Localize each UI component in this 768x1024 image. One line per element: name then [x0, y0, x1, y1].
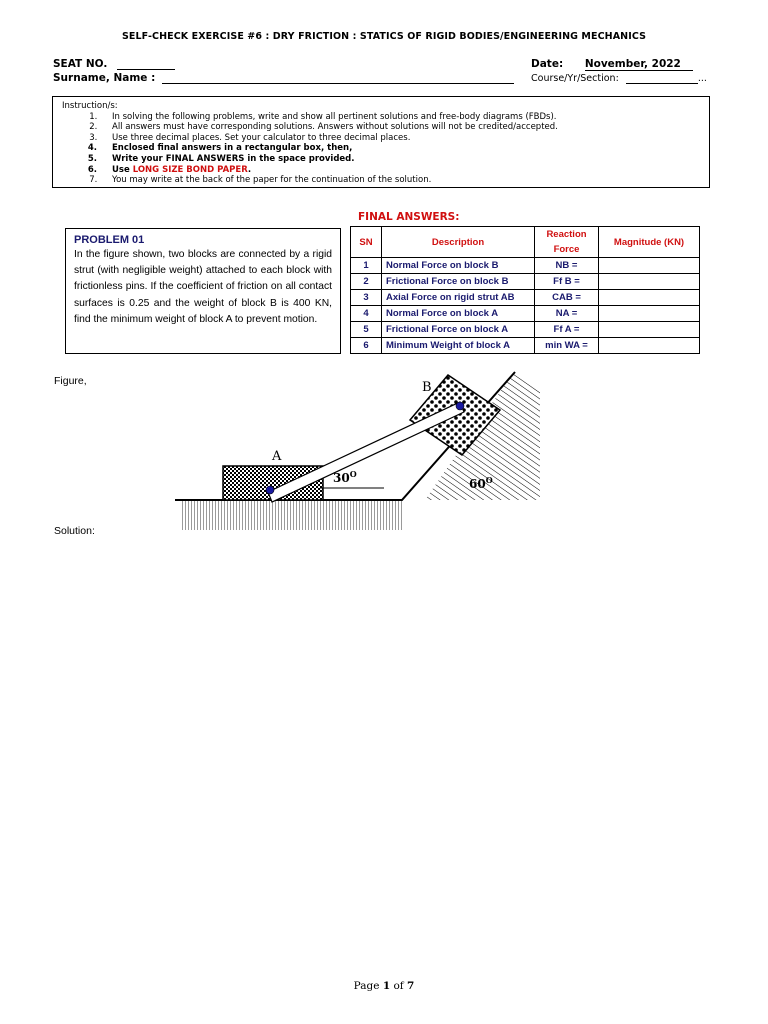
instruction-4: 4. Enclosed final answers in a rectangular box, then, [100, 143, 709, 154]
row-description: Normal Force on block A [382, 306, 535, 322]
name-field [53, 72, 514, 84]
row-description: Minimum Weight of block A [382, 338, 535, 354]
row-description: Axial Force on rigid strut AB [382, 290, 535, 306]
course-suffix: ... [697, 73, 707, 84]
row-force: CAB = [535, 290, 599, 306]
instruction-5: 5. Write your FINAL ANSWERS in the space provided. [100, 154, 709, 165]
seat-no-field [53, 58, 175, 70]
instructions-box [52, 96, 710, 188]
row-force: min WA = [535, 338, 599, 354]
row-sn: 2 [351, 274, 382, 290]
instruction-1: 1. In solving the following problems, write and show all pertinent solutions and free-body diagrams (FBDs). [100, 112, 709, 123]
date-value: November, 2022 [585, 58, 693, 71]
ground-hatch [180, 500, 402, 530]
name-line[interactable] [162, 83, 514, 84]
instruction-3: 3. Use three decimal places. Set your calculator to three decimal places. [100, 133, 709, 144]
header-reaction-force: Reaction Force [535, 227, 599, 258]
page-footer [0, 980, 768, 992]
surname-name-label: Surname, Name : [53, 72, 156, 84]
label-a: A [272, 449, 282, 464]
table-row [351, 338, 700, 354]
date-label: Date: [531, 58, 564, 70]
label-b: B [422, 380, 432, 395]
page-prefix: Page [353, 980, 383, 992]
final-answers-title: FINAL ANSWERS: [358, 211, 460, 223]
friction-figure [170, 360, 550, 540]
row-force: NB = [535, 258, 599, 274]
row-description: Frictional Force on block B [382, 274, 535, 290]
angle-30-label: $30^O$ [333, 469, 357, 485]
table-row [351, 306, 700, 322]
course-field [531, 73, 707, 84]
row-sn: 4 [351, 306, 382, 322]
pin-b-icon [456, 402, 464, 410]
bond-paper-highlight: LONG SIZE BOND PAPER [132, 164, 248, 175]
row-sn: 3 [351, 290, 382, 306]
row-force: NA = [535, 306, 599, 322]
row-description: Normal Force on block B [382, 258, 535, 274]
table-header-row [351, 227, 700, 258]
table-row [351, 258, 700, 274]
row-sn: 5 [351, 322, 382, 338]
seat-no-label: SEAT NO. [53, 58, 108, 70]
row-force: Ff A = [535, 322, 599, 338]
row-magnitude[interactable] [599, 258, 700, 274]
angle-60-label: $60^O$ [469, 475, 493, 491]
row-magnitude[interactable] [599, 290, 700, 306]
instruction-2: 2. All answers must have corresponding solutions. Answers without solutions will not be credited/accepted. [100, 122, 709, 133]
row-magnitude[interactable] [599, 338, 700, 354]
course-label: Course/Yr/Section: [531, 73, 619, 84]
page-title: SELF-CHECK EXERCISE #6 : DRY FRICTION : STATICS OF RIGID BODIES/ENGINEERING MECHANICS [121, 31, 647, 42]
final-answers-table [350, 226, 700, 354]
page-number: 1 [382, 980, 391, 992]
problem-box [65, 228, 341, 354]
page-of: of [390, 980, 408, 992]
figure-label: Figure, [54, 375, 87, 387]
instruction-7: 7. You may write at the back of the paper for the continuation of the solution. [100, 175, 709, 186]
seat-no-line[interactable] [117, 69, 175, 70]
row-description: Frictional Force on block A [382, 322, 535, 338]
header-description: Description [382, 227, 535, 258]
instructions-heading: Instruction/s: [62, 101, 118, 111]
solution-label: Solution: [54, 525, 95, 537]
header-magnitude: Magnitude (KN) [599, 227, 700, 258]
table-row [351, 322, 700, 338]
date-field [531, 58, 693, 70]
row-force: Ff B = [535, 274, 599, 290]
table-row [351, 290, 700, 306]
pin-a-icon [266, 486, 274, 494]
row-sn: 1 [351, 258, 382, 274]
row-magnitude[interactable] [599, 322, 700, 338]
row-sn: 6 [351, 338, 382, 354]
course-line[interactable] [626, 83, 698, 84]
instruction-6 [100, 165, 709, 176]
row-magnitude[interactable] [599, 274, 700, 290]
page-total: 7 [407, 980, 415, 992]
table-row [351, 274, 700, 290]
instruction-6-text: Use [112, 164, 130, 175]
instruction-6-suffix: . [247, 164, 252, 175]
row-magnitude[interactable] [599, 306, 700, 322]
header-sn: SN [351, 227, 382, 258]
problem-text: In the figure shown, two blocks are connected by a rigid strut (with negligible weight) attached to each block with frictionless pins. If the coefficient of friction on all contact surfaces is 0.25 and the weight of block B is 400 KN, find the minimum weight of block A to prevent motion. [74, 249, 332, 325]
problem-title: PROBLEM 01 [74, 234, 145, 246]
